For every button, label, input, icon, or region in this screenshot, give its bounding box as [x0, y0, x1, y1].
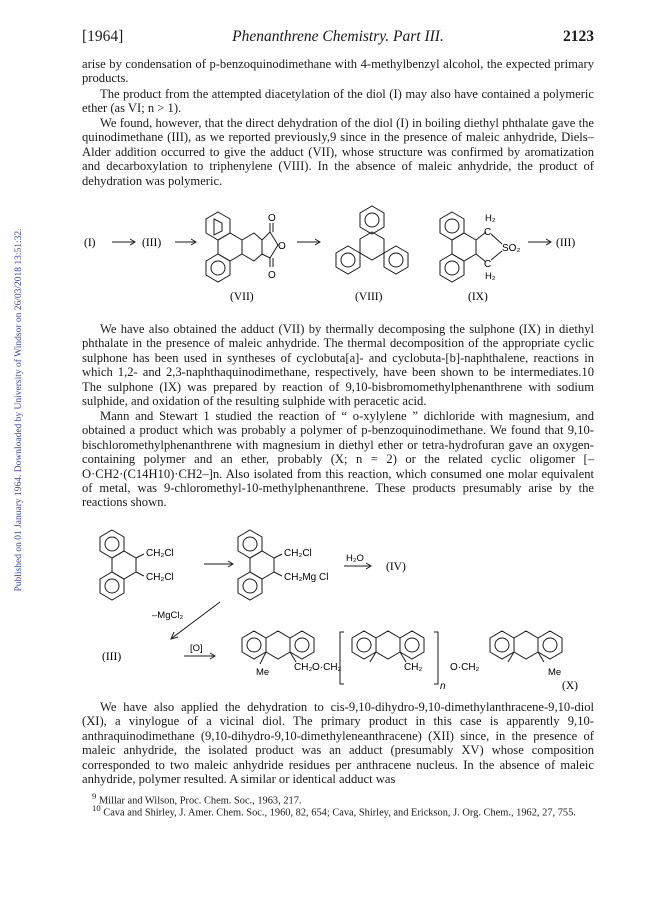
scheme1-reactant-i: (I): [84, 237, 96, 249]
scheme2-methyl-2: Me: [548, 667, 562, 678]
running-header: [82, 28, 594, 48]
scheme2-och2-b: O·CH₂: [450, 662, 480, 673]
header-title: Phenanthrene Chemistry. Part III.: [232, 28, 444, 45]
footnote-10-mark: 10: [92, 803, 101, 813]
scheme1-ring-o: O: [278, 241, 286, 252]
download-notice[interactable]: [12, 210, 26, 610]
paragraph-5: Mann and Stewart 1 studied the reaction of “ o-xylylene ” dichloride with magnesium, and obtained a product which was probably a polymer of p-benzoquinodimethane. We found that 9,10-bischloromethylphenanthrene with magnesium in diethyl ether or tetra-hydrofuran gave an oxygen-containing polymer and an ether, probably (X; n = 2) or the related cyclic oligomer [–O·CH2·(C14H10)·CH2–]n. Also isolated from this reaction, which consumed one molar equivalent of metal, was 9-chloromethyl-10-methylphenanthrene. These products presumably arise by the reactions shown.: [82, 409, 594, 510]
scheme2-oxidation: [O]: [190, 643, 203, 654]
scheme2-h2o: H₂O: [346, 553, 364, 564]
footnote-10: [82, 802, 594, 819]
paragraph-4: We have also obtained the adduct (VII) by thermally decomposing the sulphone (IX) in diethyl phthalate in the presence of maleic anhydride. The thermal decomposition of the appropriate cyclic sulphone has been used in syntheses of cyclobuta[a]- and cyclobuta-[b]-naphthalene, reactions in which 1,2- and 2,3-naphthaquinodimethane, respectively, have been shown to be intermediates.10 The sulphone (IX) was prepared by reaction of 9,10-bisbromomethylphenanthrene with sodium sulphide, and oxidation of the resulting sulphide with peracetic acid.: [82, 322, 594, 409]
scheme2-product-iv: (IV): [386, 561, 406, 573]
scheme1-product-iii: (III): [556, 237, 576, 249]
scheme2-ch2cl-3: CH₂Cl: [284, 548, 312, 559]
footnote-9-text: Millar and Wilson, Proc. Chem. Soc., 1963, 217.: [98, 795, 302, 807]
scheme2-och2-a: O·CH₂: [312, 662, 342, 673]
scheme-grignard-drawing: [82, 526, 594, 694]
label-compound-vii: (VII): [230, 291, 254, 303]
scheme2-ch2mgcl: CH₂Mg Cl: [284, 572, 329, 583]
scheme2-minus-mgcl2: –MgCl₂: [152, 610, 184, 621]
label-compound-ix: (IX): [468, 291, 488, 303]
footnote-9-mark: 9: [92, 791, 97, 801]
label-compound-viii: (VIII): [355, 291, 383, 303]
scheme1-intermediate-iii: (III): [142, 237, 162, 249]
paragraph-6: We have also applied the dehydration to cis-9,10-dihydro-9,10-dimethylanthracene-9,10-diol (XI), a vinylogue of a vicinal diol. The primary product in this case is apparently 9,10-anthraquinodimethane (9,10-dihydro-9,10-dimethyleneanthracene) (XII) since, in the presence of maleic anhydride, the isolated product was an adduct (presumably XV) whose composition corresponded to two maleic anhydride residues per anthracene nucleus. In the absence of maleic anhydride, polymer resulted. A similar or identical adduct was: [82, 700, 594, 787]
scheme2-ch2cl-2: CH₂Cl: [146, 572, 174, 583]
label-compound-x: (X): [562, 680, 578, 692]
scheme-dehydration: [82, 196, 594, 308]
scheme1-h2-top: H₂: [485, 213, 496, 224]
scheme1-carbonyl-o-bottom: O: [268, 270, 276, 281]
header-year: [1964]: [82, 28, 124, 45]
scheme2-ch2-a: CH₂: [294, 662, 313, 673]
paragraph-2: The product from the attempted diacetylation of the diol (I) may also have contained a polymeric ether (as VI; n > 1).: [82, 87, 594, 116]
paragraph-3: We found, however, that the direct dehydration of the diol (I) in boiling diethyl phthalate gave the quinodimethane (III), as we reported previously,9 since in the presence of maleic anhydride, Diels–Alder addition occurred to give the adduct (VII), whose structure was confirmed by aromatization and decarboxylation to triphenylene (VIII). In the absence of maleic anhydride, the product of dehydration was polymeric.: [82, 116, 594, 188]
scheme2-ch2cl-1: CH₂Cl: [146, 548, 174, 559]
paragraph-1: arise by condensation of p-benzoquinodimethane with 4-methylbenzyl alcohol, the expected primary products.: [82, 57, 594, 86]
scheme-dehydration-drawing: [82, 196, 594, 308]
scheme2-methyl-1: Me: [256, 667, 270, 678]
scheme2-ch2-b: CH₂: [404, 662, 423, 673]
scheme1-c-bottom: C: [484, 259, 492, 270]
scheme2-iii: (III): [102, 651, 122, 663]
scheme1-h2-bottom: H₂: [485, 271, 496, 282]
scheme1-carbonyl-o-top: O: [268, 213, 276, 224]
footnote-10-text: Cava and Shirley, J. Amer. Chem. Soc., 1960, 82, 654; Cava, Shirley, and Erickson, J. Org. Chem., 1962, 27, 755.: [103, 807, 576, 819]
header-page-number: 2123: [563, 28, 594, 45]
scheme-grignard: [82, 526, 594, 694]
scheme1-so2: SO₂: [502, 243, 521, 254]
scheme1-c-top: C: [484, 227, 492, 238]
scheme2-repeat-n: n: [440, 681, 446, 692]
download-notice-text: Published on 01 January 1964. Downloaded by University of Windsor on 26/03/2018 13:51:32.: [14, 228, 24, 592]
